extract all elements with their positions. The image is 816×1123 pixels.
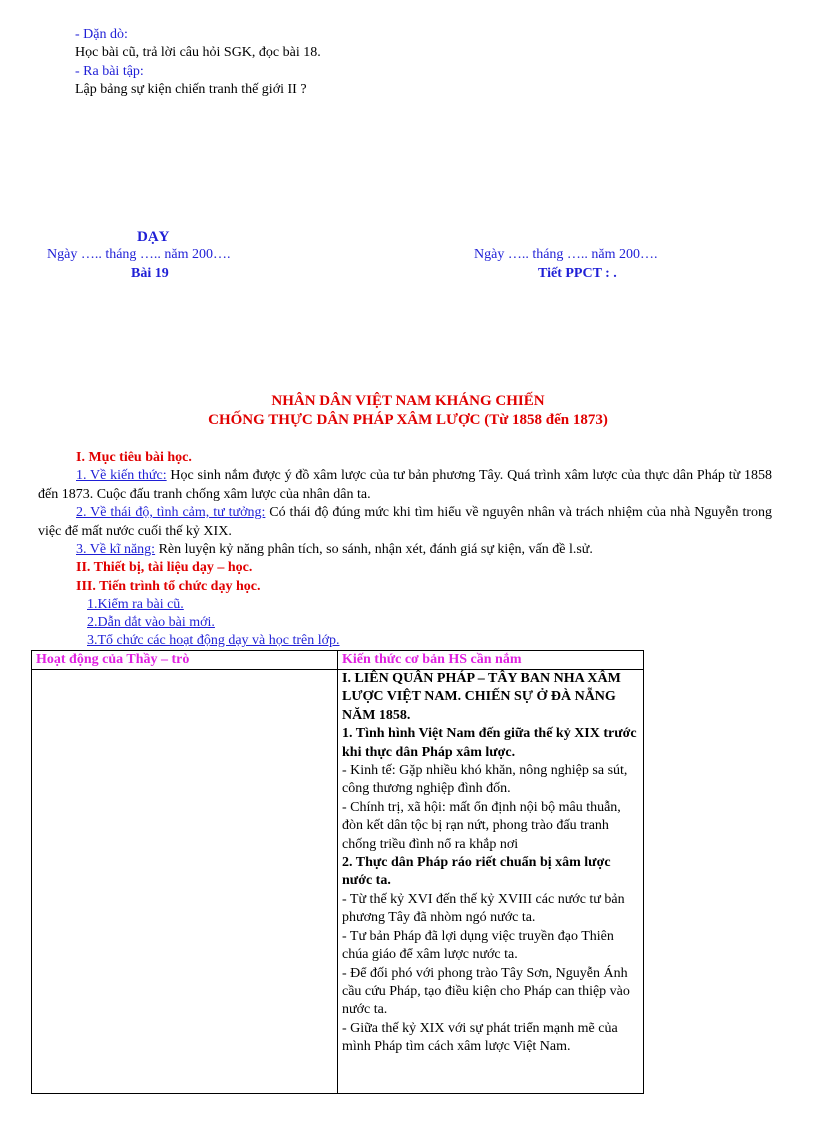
date-right: Ngày ….. tháng ….. năm 200…. [474,247,658,262]
attitude-paragraph [38,504,772,541]
attitude-label: 2. Về thái độ, tình cảm, tư tưởng: [76,505,266,520]
section-title: I. LIÊN QUÂN PHÁP – TÂY BAN NHA XÂM LƯỢC VIỆT NAM. CHIẾN SỰ Ở ĐÀ NẴNG NĂM 1858. [342,671,621,723]
subsection-1-politics: - Chính trị, xã hội: mất ổn định nội bộ mâu thuẫn, đòn kết dân tộc bị rạn nứt, phong trào đấu tranh chống triều đình nổ ra khắp nơi [342,799,621,852]
period-label: Tiết PPCT : . [538,266,617,281]
skills-label: 3. Về kĩ năng: [76,542,156,557]
ra-bai-tap-label: - Ra bài tập: [75,64,144,79]
knowledge-text: Học sinh nắm được ý đồ xâm lược của tư bản phương Tây. Quá trình xâm lược của thực dân Pháp từ 1858 đến 1873. Cuộc đấu tranh chống xâm lược của nhân dân ta. [38,468,772,502]
process-heading: III. Tiến trình tổ chức dạy học. [76,579,261,594]
subsection-2-bullet-4: - Giữa thế kỷ XIX với sự phát triển mạnh mẽ của mình Pháp tìm cách xâm lược Việt Nam. [342,1020,618,1055]
subsection-1-economy: - Kinh tế: Gặp nhiều khó khăn, nông nghiệp sa sút, công thương nghiệp đình đốn. [342,763,628,797]
attitude-text: Có thái độ đúng mức khi tìm hiểu về nguyên nhân và trách nhiệm của nhà Nguyễn trong việc để mất nước cuối thế kỷ XIX. [38,505,772,539]
lesson-table [31,650,644,1094]
table-header-row [32,651,644,670]
table-row [32,670,644,1094]
equipment-heading: II. Thiết bị, tài liệu dạy – học. [76,560,253,575]
col-knowledge-header: Kiến thức cơ bản HS cần nắm [338,651,644,670]
process-step-1: 1.Kiểm ra bài cũ. [87,597,184,612]
dan-do-text: Học bài cũ, trả lời câu hỏi SGK, đọc bài 18. [75,45,321,60]
process-step-2: 2.Dẫn dắt vào bài mới. [87,615,215,630]
lesson-number: Bài 19 [131,266,169,281]
lesson-title-line2: CHỐNG THỰC DÂN PHÁP XÂM LƯỢC (Từ 1858 đến 1873) [208,412,608,428]
knowledge-label: 1. Về kiến thức: [76,468,167,483]
col-teacher-student-header: Hoạt động của Thầy – trò [32,651,338,670]
lesson-title-line1: NHÂN DÂN VIỆT NAM KHÁNG CHIẾN [271,393,545,409]
ra-bai-tap-text: Lập bảng sự kiện chiến tranh thế giới II ? [75,82,307,97]
dan-do-label: - Dặn dò: [75,27,128,42]
subsection-2-bullet-2: - Tư bản Pháp đã lợi dụng việc truyền đạo Thiên chúa giáo để xâm lược nước ta. [342,928,614,963]
subsection-1-title: 1. Tình hình Việt Nam đến giữa thế kỷ XIX trước khi thực dân Pháp xâm lược. [342,726,637,760]
subsection-2-title: 2. Thực dân Pháp ráo riết chuẩn bị xâm lược nước ta. [342,855,611,889]
knowledge-cell [338,670,644,1094]
subsection-2-bullet-1: - Từ thế kỷ XVI đến thế kỷ XVIII các nước tư bản phương Tây đã nhòm ngó nước ta. [342,891,625,926]
day-label: DẠY [137,229,170,245]
process-step-3: 3.Tổ chức các hoạt động dạy và học trên lớp. [87,633,340,648]
objectives-heading: I. Mục tiêu bài học. [76,450,192,465]
knowledge-paragraph [38,467,772,504]
date-left: Ngày ….. tháng ….. năm 200…. [47,247,231,262]
subsection-2-bullet-3: - Để đối phó với phong trào Tây Sơn, Nguyễn Ánh cầu cứu Pháp, tạo điều kiện cho Pháp can thiệp vào nước ta. [342,965,630,1018]
skills-text: Rèn luyện kỷ năng phân tích, so sánh, nhận xét, đánh giá sự kiện, vấn đề l.sử. [155,542,593,557]
activities-cell [32,670,338,1094]
skills-paragraph [38,541,772,560]
